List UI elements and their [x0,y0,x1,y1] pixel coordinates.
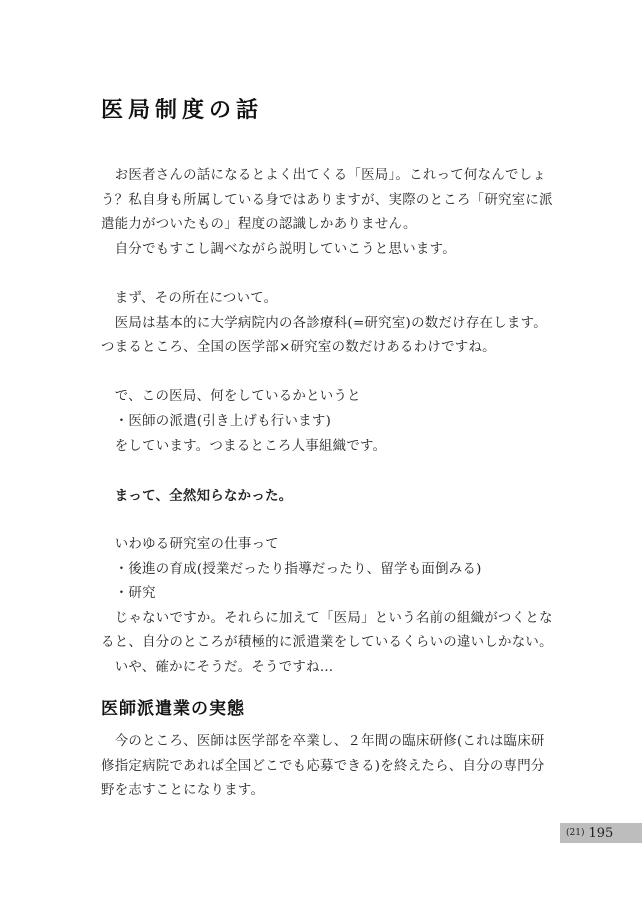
text-line: じゃないですか。それらに加えて「医局」という名前の組織がつくとな [101,610,553,626]
text-line: ・医師の派遣(引き上げも行います) [101,413,332,429]
text-line: をしています。つまるところ人事組織です。 [101,438,387,454]
section-heading: 医師派遣業の実態 [101,699,245,719]
text-line: 修指定病院であれば全国どこでも応募できる)を終えたら、自分の専門分 [101,758,545,774]
text-line: 野を志すことになります。 [101,783,265,799]
paragraph [101,385,550,459]
paragraph [101,238,550,263]
text-line: ・研究 [101,586,156,602]
text-line: 自分でもすこし調べながら説明していこうと思います。 [101,241,456,257]
page-number-bar [560,823,642,843]
text-line: で、この医局、何をしているかというと [101,389,361,405]
text-line: ると、自分のところが積極的に派遣業をしているくらいの違いしかない。 [101,635,553,651]
text-line: 今のところ、医師は医学部を卒業し、２年間の臨床研修(これは臨床研 [101,734,545,749]
text-line: まず、その所在について。 [101,290,278,306]
text-line: いや、確かにそうだ。そうですね… [101,659,334,675]
body-text-section-a [101,164,553,680]
text-line: う？私自身も所属している身ではありますが、実際のところ「研究室に派 [101,192,553,208]
emphasis-line: まって、全然知らなかった。 [101,487,293,504]
text-line: いわゆる研究室の仕事って [101,536,279,552]
text-line: お医者さんの話になるとよく出てくる「医局」。これって何なんでしょ [101,168,547,183]
chapter-number: (21) [566,828,585,838]
page-number: 195 [588,825,614,841]
paragraph [101,533,553,681]
text-line: つまるところ、全国の医学部×研究室の数だけあるわけですね。 [101,340,496,356]
chapter-title: 医局制度の話 [101,98,264,123]
body-text-section-b [101,730,550,804]
paragraph [101,164,553,238]
paragraph [101,287,550,361]
text-line: 遣能力がついたもの」程度の認識しかありません。 [101,217,417,233]
text-line: ・後進の育成(授業だったり指導だったり、留学も面倒みる) [101,561,482,577]
paragraph [101,730,550,804]
text-line: 医局は基本的に大学病院内の各診療科(=研究室)の数だけ存在します。 [101,315,547,331]
